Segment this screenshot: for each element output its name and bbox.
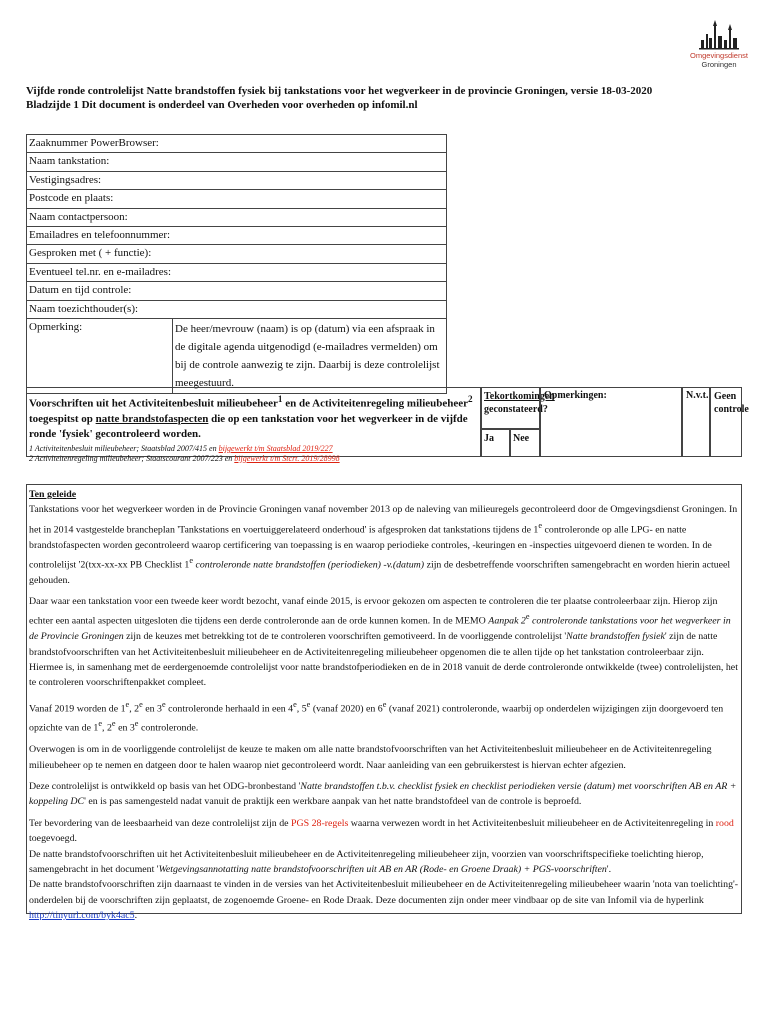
text: (vanaf 2021) controleronde, waarbij op onderdelen wijzigingen zijn doorgevoerd ten opzichte van de 1 xyxy=(29,703,724,734)
footnote-update: bijgewerkt t/m Stcrt. 2019/28998 xyxy=(234,453,340,463)
requirements-header xyxy=(26,387,749,463)
title-part: Voorschriften uit het Activiteitenbesluit milieubeheer xyxy=(29,397,278,410)
text-italic: controleronde natte brandstoffen (periodieken) -v.(datum) xyxy=(193,559,425,571)
text-italic: controleronde tankstations voor het wegverkeer in de Provincie Groningen xyxy=(29,615,731,643)
sup: e xyxy=(98,719,103,729)
intro-heading xyxy=(29,487,739,502)
infomil-link[interactable]: http://tinyurl.com/byk4ac5 xyxy=(29,910,135,922)
no-check-header: Geen controle xyxy=(710,387,742,457)
text: ' en is pas samengesteld nadat vanuit de praktijk een werkbare aanpak van het natte brandstofdeel van de controle is beproefd. xyxy=(84,796,582,808)
text: zijn de keuzes met betrekking tot de te controleren voorschriften gemotiveerd. In de voorliggende controlelijst ' xyxy=(123,631,567,643)
requirements-title xyxy=(29,392,478,442)
text: Deze controlelijst is ontwikkeld op basis van het ODG-bronbestand ' xyxy=(29,780,301,792)
text-italic: Natte brandstoffen fysiek xyxy=(566,631,665,643)
sup: e xyxy=(125,699,130,709)
intro-paragraph xyxy=(29,502,739,588)
intro-paragraph xyxy=(29,847,739,878)
logo-name: Omgevingsdienst xyxy=(690,51,748,60)
text: controleronde herhaald in een 4 xyxy=(165,703,294,715)
text: Ter bevordering van de leesbaarheid van deze controlelijst zijn de xyxy=(29,817,291,829)
sup: e xyxy=(293,699,297,709)
text: . xyxy=(134,910,138,922)
text: , 2 xyxy=(129,703,140,715)
text: ' zijn de natte brandstofvoorschriften van het Activiteitenbesluit milieubeheer en de Activiteitenregeling milieubeheer opgenomen die te allen tijde op het tankstation controleerbaar zijn. Hiermee is, in samenhang met de eerdergenoemde controlelijst voor natte brandstofperiodieken en de in 2018 vanuit de derde controleronde ontwikkelde (twee) controlelijsten, het te controleren voorschriftenpakket compleet. xyxy=(29,631,738,689)
text: Tankstations voor het wegverkeer worden in de Provincie Groningen vanaf november 2013 op de naleving van milieuregels gecontroleerd door de Omgevingsdienst Groningen. In het in 2014 vastgestelde brancheplan 'Tankstations en voertuiggerelateerd onderhoud' is afgesproken dat tankstations tijdens de 1 xyxy=(29,504,738,536)
info-field[interactable]: Vestigingsadres: xyxy=(27,171,447,189)
intro-paragraph xyxy=(29,697,739,736)
sup: e xyxy=(189,555,193,565)
intro-paragraph: Overwogen is om in de voorliggende controlelijst de keuze te maken om alle natte brandstofvoorschriften van het Activiteitenbesluit milieubeheer en de Activiteitenregeling milieubeheer op te nemen en datgeen door te halen waarop niet gecontroleerd wordt. Naar aanleiding van een gebruikerstest is hiervan echter afgezien. xyxy=(29,744,712,771)
text: , 5 xyxy=(296,703,307,715)
text: waarna verwezen wordt in het Activiteitenbesluit milieubeheer en de Activiteitenregeling in xyxy=(348,817,716,829)
sup: e xyxy=(382,699,387,709)
omgevingsdienst-logo xyxy=(676,18,762,76)
text: toegevoegd. xyxy=(29,833,77,845)
sup: e xyxy=(538,520,543,530)
deficiency-label: Tekortkomingen xyxy=(484,391,555,402)
text: (vanaf 2020) en 6 xyxy=(310,703,383,715)
no-header: Nee xyxy=(510,429,540,457)
info-field[interactable]: Naam toezichthouder(s): xyxy=(27,300,447,318)
intro-paragraph xyxy=(29,816,739,847)
document-title: Vijfde ronde controlelijst Natte brandstoffen fysiek bij tankstations voor het wegverkeer in de provincie Groningen, versie 18-03-2020 xyxy=(26,85,653,97)
text-italic: Aanpak 2 xyxy=(488,615,526,627)
info-row xyxy=(27,263,447,281)
sup: e xyxy=(306,699,311,709)
footnote-update: bijgewerkt t/m Staatsblad 2019/227 xyxy=(218,443,333,453)
info-row xyxy=(27,300,447,318)
info-row xyxy=(27,135,447,153)
text: en 3 xyxy=(142,703,162,715)
text: De natte brandstofvoorschriften zijn daarnaast te vinden in de versies van het Activiteitenbesluit milieubeheer en de Activiteitenregeling milieubeheer waarin 'nota van toelichting'- onderdelen bij de voorschriften zijn geplaatst, de zogenoemde Groene- en Rode Draak. Deze documenten zijn onder meer vindbaar op de site van Infomil via de hyperlink xyxy=(29,879,739,906)
info-row xyxy=(27,282,447,300)
info-row xyxy=(27,153,447,171)
text-italic: Wetgevingsannotatting natte brandstofvoorschriften uit AB en AR (Rode- en Groene Draak) + PGS-voorschriften xyxy=(158,864,607,876)
title-part: toegespitst op xyxy=(29,412,96,425)
city-skyline-icon xyxy=(697,18,741,50)
introduction-section xyxy=(26,484,742,922)
sup: e xyxy=(161,699,166,709)
title-part: die op een tankstation voor het wegverkeer in de vijfde ronde 'fysiek' gecontroleerd worden. xyxy=(29,412,468,440)
footnote-text: 1 Activiteitenbesluit milieubeheer; Staatsblad 2007/415 en xyxy=(29,443,219,453)
yes-header: Ja xyxy=(481,429,510,457)
sup: e xyxy=(134,719,139,729)
info-field[interactable]: Datum en tijd controle: xyxy=(27,282,447,300)
text: controleronde. xyxy=(138,722,199,734)
info-field[interactable]: Gesproken met ( + functie): xyxy=(27,245,447,263)
text: , 2 xyxy=(102,722,112,734)
text: en 3 xyxy=(115,722,135,734)
info-row xyxy=(27,190,447,208)
inspection-info-table xyxy=(26,134,447,394)
text: zijn de desbetreffende voorschriften samengebracht en worden hierin actueel gehouden. xyxy=(29,559,731,586)
intro-paragraph xyxy=(29,594,739,691)
info-field[interactable]: Emailadres en telefoonnummer: xyxy=(27,226,447,244)
title-underlined: natte brandstofaspecten xyxy=(95,412,209,425)
info-row xyxy=(27,226,447,244)
info-field[interactable]: Eventueel tel.nr. en e-mailadres: xyxy=(27,263,447,281)
intro-paragraph xyxy=(29,779,739,810)
deficiency-header xyxy=(481,387,555,429)
footnote-1 xyxy=(29,444,478,454)
sup: e xyxy=(525,612,530,622)
heading-text: Ten geleide xyxy=(29,489,77,500)
info-row xyxy=(27,245,447,263)
text: Vanaf 2019 worden de 1 xyxy=(29,703,126,715)
footnote-ref: 2 xyxy=(468,394,473,404)
text: Daar waar een tankstation voor een tweede keer wordt bezocht, vanaf einde 2015, is ervoor gekozen om aspecten te controleren die ter plaatse controleerbaar zijn. Hierop zijn echter een aantal aspecten uitgesloten die tijdens een derde controleronde aan de orde kunnen komen. In de MEMO xyxy=(29,596,718,627)
text-italic: Natte brandstoffen t.b.v. checklist fysiek en checklist periodieken versie (datum) met voorschriften AB en AR + koppeling DC xyxy=(29,780,737,808)
remarks-header: Opmerkingen: xyxy=(540,387,682,457)
info-field[interactable]: Zaaknummer PowerBrowser: xyxy=(27,135,447,153)
footnote-ref: 1 xyxy=(277,394,283,404)
not-applicable-header: N.v.t. xyxy=(682,387,710,457)
footnote-2 xyxy=(29,454,478,464)
remark-label: Opmerking: xyxy=(27,318,173,393)
info-row xyxy=(27,208,447,226)
text-red: rood xyxy=(715,817,734,829)
title-part: en de Activiteitenregeling milieubeheer xyxy=(282,397,469,410)
page-info: Bladzijde 1 Dit document is onderdeel van Overheden voor overheden op infomil.nl xyxy=(26,99,418,111)
info-field[interactable]: Naam tankstation: xyxy=(27,153,447,171)
text-red: PGS 28-regels xyxy=(290,817,349,829)
sup: e xyxy=(111,719,116,729)
remark-text[interactable]: De heer/mevrouw (naam) is op (datum) via een afspraak in de digitale agenda uitgenodigd (e-mailadres vermelden) om bij de controle aanwezig te zijn. Daarbij is deze controlelijst meegestuurd. xyxy=(173,318,447,393)
document-header xyxy=(26,84,726,112)
text: De natte brandstofvoorschriften uit het Activiteitenbesluit milieubeheer en de Activiteitenregeling milieubeheer zijn, voorzien van voorschriftspecifieke toelichting hierop, samengebracht in het document ' xyxy=(29,848,704,876)
info-row xyxy=(27,171,447,189)
requirements-title-cell xyxy=(26,387,481,463)
remark-row xyxy=(27,318,447,393)
intro-paragraph xyxy=(29,877,739,923)
info-field[interactable]: Postcode en plaats: xyxy=(27,190,447,208)
text: controleronde op alle LPG- en natte brandstofaspecten worden gecontroleerd waarop certificering van toepassing is en waarop periodieke controles, -keuringen en -inspecties uitgevoerd dienen te worden. In de controlelijst '2(txx-xx-xx PB Checklist 1 xyxy=(29,524,712,571)
sup: e xyxy=(139,699,143,709)
text: '. xyxy=(606,864,612,876)
footnote-text: 2 Activiteitenregeling milieubeheer; Staatscourant 2007/223 en xyxy=(29,453,235,463)
deficiency-label-2: geconstateerd? xyxy=(484,404,548,415)
info-field[interactable]: Naam contactpersoon: xyxy=(27,208,447,226)
logo-subtitle: Groningen xyxy=(701,60,737,69)
